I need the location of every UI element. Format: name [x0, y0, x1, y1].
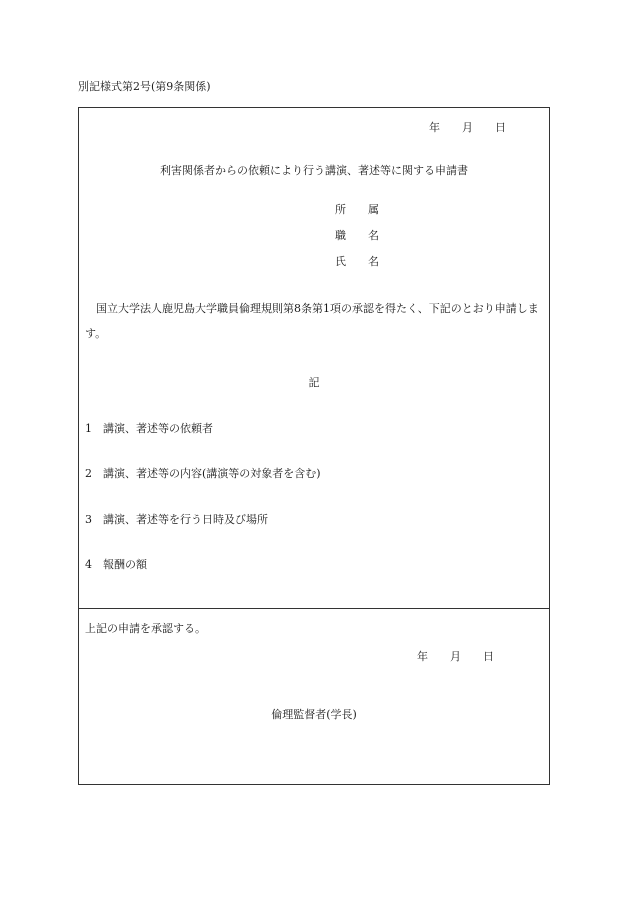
- position-row: [335, 229, 379, 255]
- item-number: 1: [85, 422, 92, 435]
- item-number: 3: [85, 513, 92, 526]
- request-body: 国立大学法人鹿児島大学職員倫理規則第8条第1項の承認を得たく、下記のとおり申請します。: [85, 302, 539, 340]
- affiliation-label-2: 属: [368, 203, 379, 216]
- applicant-block: [335, 203, 379, 281]
- supervisor-label: 倫理監督者(学長): [271, 708, 357, 721]
- item-label: 講演、著述等の依頼者: [103, 422, 213, 435]
- application-form: [78, 107, 550, 785]
- section-divider: [79, 608, 549, 609]
- ki-heading: 記: [308, 376, 320, 389]
- form-title: 利害関係者からの依頼により行う講演、著述等に関する申請書: [160, 164, 468, 177]
- date-day: 日: [495, 121, 506, 134]
- name-label-2: 名: [368, 255, 379, 268]
- list-item: [85, 465, 321, 481]
- form-number: 別記様式第2号(第9条関係): [78, 80, 211, 93]
- affiliation-label-1: 所: [335, 203, 346, 216]
- position-label-1: 職: [335, 229, 346, 242]
- date-year: 年: [417, 650, 428, 663]
- list-item: [85, 420, 213, 436]
- item-number: 2: [85, 467, 92, 480]
- date-year: 年: [429, 121, 440, 134]
- approval-text: 上記の申請を承認する。: [85, 622, 206, 635]
- approval-date: [417, 648, 494, 664]
- name-row: [335, 255, 379, 281]
- item-label: 報酬の額: [103, 558, 147, 571]
- date-month: 月: [450, 650, 461, 663]
- date-month: 月: [462, 121, 473, 134]
- item-number: 4: [85, 558, 92, 571]
- list-item: [85, 556, 147, 572]
- position-label-2: 名: [368, 229, 379, 242]
- item-label: 講演、著述等を行う日時及び場所: [103, 513, 268, 526]
- list-item: [85, 511, 268, 527]
- affiliation-row: [335, 203, 379, 229]
- application-date: [429, 119, 506, 135]
- date-day: 日: [483, 650, 494, 663]
- name-label-1: 氏: [335, 255, 346, 268]
- item-label: 講演、著述等の内容(講演等の対象者を含む): [103, 467, 321, 480]
